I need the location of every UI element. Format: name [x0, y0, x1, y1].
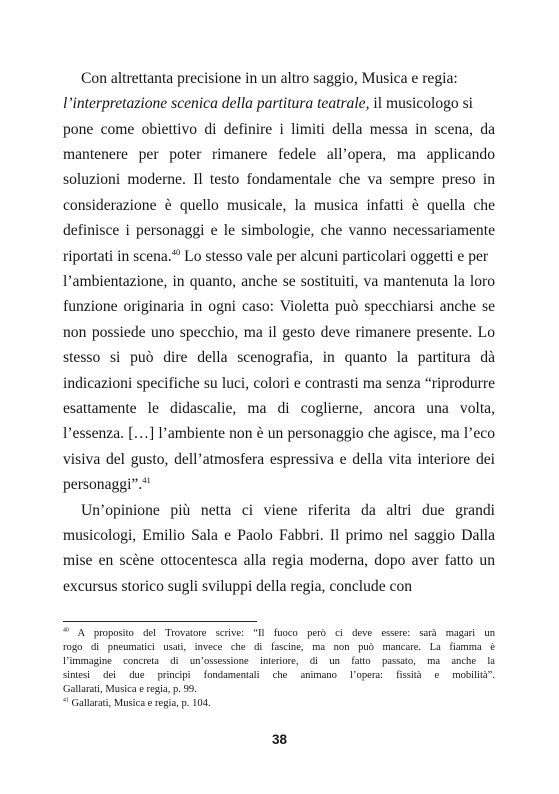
footnote-40: $^{40}$ A proposito del Trovatore scrive: “Il fuoco però ci deve essere: sarà magari un: [63, 627, 495, 639]
body-line: Con altrettanta precisione in un altro saggio, Musica e regia:: [81, 70, 458, 87]
body-line: considerazione è quello musicale, la musica infatti è quella che: [63, 197, 495, 214]
footnote-number: 40: [63, 627, 69, 634]
body-line: indicazioni specifiche su luci, colori e contrasti ma senza “riprodurre: [63, 375, 495, 392]
body-line: l’ambientazione, in quanto, anche se sostituiti, va mantenuta la loro: [63, 273, 495, 290]
body-line: l’essenza. […] l’ambiente non è un personaggio che agisce, ma l’eco: [63, 425, 495, 442]
footnote-number: 41: [63, 697, 69, 704]
body-line: stesso si può dire della scenografia, in quanto la partitura dà: [63, 349, 495, 366]
body-line: non possiede uno specchio, ma il gesto deve rimanere presente. Lo: [63, 324, 495, 341]
footnote-line: Gallarati, Musica e regia, p. 99.: [63, 684, 197, 695]
footnote-line: sintesi dei due principi fondamentali che animano l’opera: fissità e mobilità”.: [63, 670, 495, 681]
italic-title: l’interpretazione scenica della partitura teatrale,: [63, 95, 370, 112]
body-line: soluzioni moderne. Il testo fondamentale che va sempre preso in: [63, 171, 495, 188]
body-line: funzione originaria in ogni caso: Violetta può specchiarsi anche se: [63, 298, 495, 315]
body-line: pone come obiettivo di definire i limiti della messa in scena, da: [63, 121, 495, 138]
footnote-line: rogo di pneumatici usati, invece che di fascine, ma non può mancare. La fiamma è: [63, 642, 495, 653]
footnote-ref-41[interactable]: 41: [142, 474, 151, 485]
body-line: l’interpretazione scenica della partitura teatrale, il musicologo si: [63, 95, 474, 112]
page-number: 38: [271, 732, 288, 747]
body-line: mise en scène ottocentesca alla regia moderna, dopo aver fatto un: [63, 552, 495, 569]
body-line: esattamente le didascalie, ma di coglierne, ancora una volta,: [63, 400, 495, 417]
footnote-41: $^{41}$ Gallarati, Musica e regia, p. 104.: [63, 697, 211, 709]
footnote-ref-40[interactable]: 40: [171, 246, 181, 257]
body-line: personaggi”.$^{41}$: [63, 474, 151, 493]
footnote-line: l’immagine concreta di un’ossessione interiore, di un fatto passato, ma anche la: [63, 656, 495, 667]
body-line: musicologi, Emilio Sala e Paolo Fabbri. Il primo nel saggio Dalla: [63, 527, 495, 544]
body-line: visiva del gusto, dell’atmosfera espressiva e della vita interiore dei: [63, 451, 495, 468]
footnote-separator: [63, 621, 257, 622]
body-line: Un’opinione più netta ci viene riferita da altri due grandi: [81, 502, 495, 519]
body-line: mantenere per poter rimanere fedele all’opera, ma applicando: [63, 146, 495, 163]
body-line: riportati in scena.$^{40}$ Lo stesso vale per alcuni particolari oggetti e per: [63, 246, 489, 265]
body-line: excursus storico sugli sviluppi della regia, conclude con: [63, 578, 413, 595]
body-line: definisce i personaggi e le simbologie, che vanno necessariamente: [63, 222, 495, 239]
